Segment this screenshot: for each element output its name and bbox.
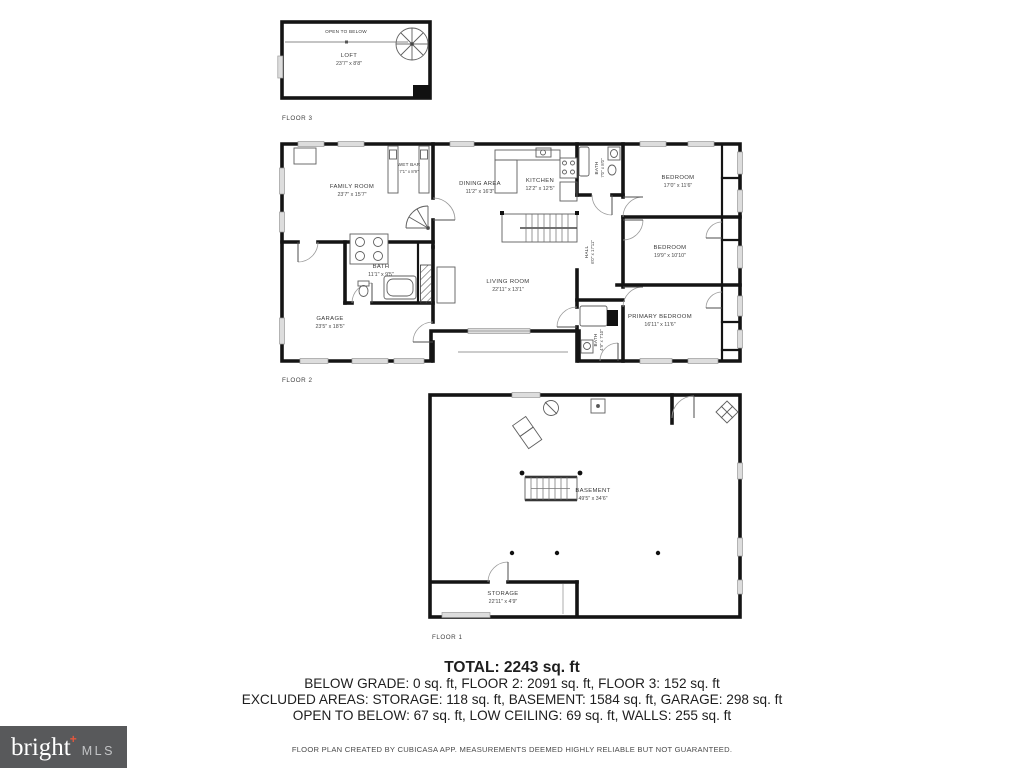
room-dims: 12'2" x 12'5"	[525, 186, 555, 192]
stove-icon	[560, 158, 577, 178]
room-label: GARAGE	[316, 316, 344, 322]
refrigerator-icon	[560, 182, 577, 201]
staircase-icon	[520, 471, 583, 500]
summary-line-2: EXCLUDED AREAS: STORAGE: 118 sq. ft, BASEMENT: 1584 sq. ft, GARAGE: 298 sq. ft	[241, 692, 783, 708]
room-label: FAMILY ROOM	[329, 184, 375, 190]
logo-brand-text: bright	[11, 733, 71, 761]
room-label: KITCHEN	[525, 178, 555, 184]
spiral-staircase-icon	[406, 206, 430, 230]
spiral-staircase-icon	[396, 28, 428, 60]
logo-suffix-text: MLS	[81, 743, 115, 758]
summary-line-1: BELOW GRADE: 0 sq. ft, FLOOR 2: 2091 sq. ft, FLOOR 3: 152 sq. ft	[304, 676, 720, 691]
summary-line-3: OPEN TO BELOW: 67 sq. ft, LOW CEILING: 69 sq. ft, WALLS: 255 sq. ft	[292, 708, 732, 724]
sink-icon	[608, 147, 620, 160]
room-dims: 23'7" x 15'7"	[337, 192, 367, 198]
chimney-block	[413, 85, 430, 98]
sink-icon	[581, 340, 593, 353]
room-dims: 23'7" x 8'8"	[335, 61, 363, 67]
area-summary	[0, 659, 1024, 725]
room-label: BASEMENT	[575, 488, 611, 494]
low-ceiling-hatch	[421, 265, 432, 303]
toilet-icon	[608, 165, 616, 175]
floor1-plan	[430, 393, 743, 642]
closet-shelf	[294, 148, 316, 164]
room-label: PRIMARY BEDROOM	[628, 314, 692, 320]
window	[278, 56, 283, 78]
floor3-label: FLOOR 3	[282, 115, 313, 122]
room-label: BEDROOM	[653, 245, 687, 251]
room-label: BATH	[594, 161, 599, 175]
room-dims: 7'0" x 8'0"	[600, 158, 605, 178]
total-area: TOTAL: 2243 sq. ft	[444, 659, 580, 676]
equipment-icon	[513, 417, 542, 449]
room-dims: 19'9" x 10'10"	[654, 253, 686, 259]
room-dims: 6'0" x 17'11"	[590, 240, 595, 264]
post	[555, 551, 559, 555]
room-label: LIVING ROOM	[486, 279, 530, 285]
bathtub-icon	[384, 276, 416, 299]
bathtub-icon	[579, 147, 589, 176]
room-dims: 23'5" x 18'5"	[315, 324, 345, 330]
floor3-plan	[278, 22, 430, 122]
room-dims: 11'1" x 9'5"	[368, 272, 394, 278]
pump-icon	[544, 401, 559, 416]
room-dims: 17'0" x 11'6"	[663, 183, 693, 189]
floor1-label: FLOOR 1	[432, 634, 463, 641]
floor2-plan	[280, 142, 743, 385]
logo-star-icon: +	[69, 732, 77, 746]
floor2-label: FLOOR 2	[282, 377, 313, 384]
room-label: BATH	[372, 264, 390, 270]
post	[510, 551, 514, 555]
room-dims: 16'11" x 11'6"	[644, 322, 676, 328]
staircase-icon	[500, 211, 579, 242]
room-label: WET BAR	[397, 162, 421, 167]
room-label: STORAGE	[487, 591, 519, 597]
room-dims: 4'9" x 7'10"	[599, 329, 604, 351]
furnace-icon	[716, 401, 738, 423]
bright-mls-logo	[0, 726, 127, 768]
bathtub-icon	[580, 306, 607, 326]
room-dims: 49'5" x 34'6"	[578, 496, 608, 502]
room-label: BEDROOM	[661, 175, 695, 181]
chimney-block	[607, 310, 618, 326]
room-dims: 22'11" x 13'1"	[492, 287, 524, 293]
room-label: LOFT	[340, 53, 358, 59]
room-label: BATH	[593, 333, 598, 347]
room-label: HALL	[584, 245, 589, 259]
water-heater-icon	[591, 399, 605, 413]
room-dims: 22'11" x 4'9"	[488, 599, 518, 605]
toilet-icon	[358, 281, 369, 297]
room-dims: 7'1" x 8'9"	[399, 169, 419, 174]
open-to-below-label: OPEN TO BELOW	[325, 29, 367, 34]
post	[656, 551, 660, 555]
laundry-vanity-icon	[350, 234, 388, 264]
room-label: DINING AREA	[459, 181, 501, 187]
alcove-outline	[437, 267, 455, 303]
disclaimer-text: FLOOR PLAN CREATED BY CUBICASA APP. MEASUREMENTS DEEMED HIGHLY RELIABLE BUT NOT GUARANTEED.	[291, 745, 733, 754]
room-dims: 11'2" x 16'3"	[465, 189, 495, 195]
